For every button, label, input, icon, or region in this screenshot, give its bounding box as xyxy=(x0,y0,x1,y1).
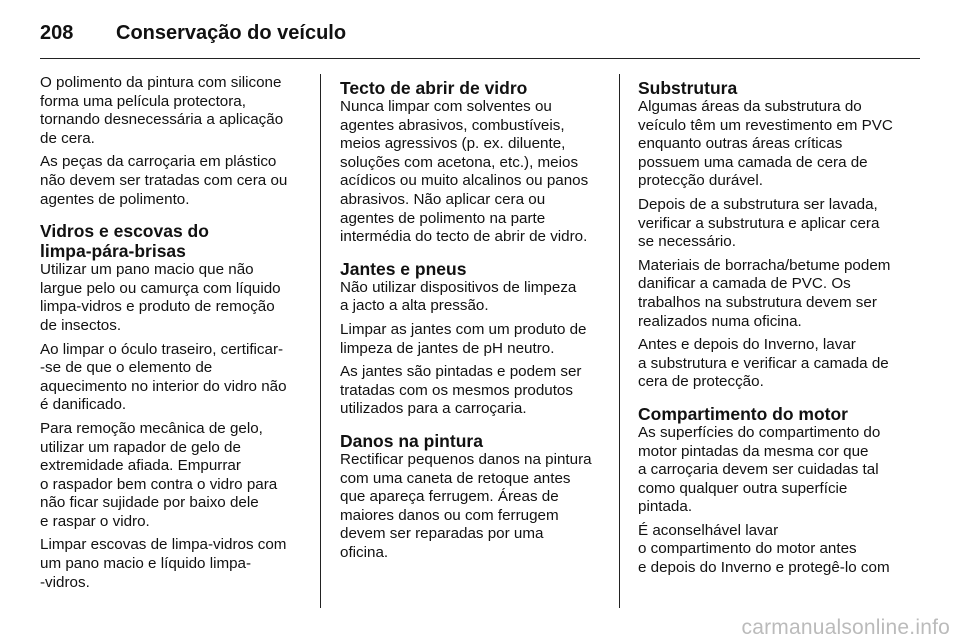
column-2 xyxy=(340,74,608,567)
text-line: Não utilizar dispositivos de limpeza xyxy=(340,278,577,296)
text-line: oficina. xyxy=(340,543,389,561)
text-line: protecção durável. xyxy=(638,172,763,190)
text-line: Danos na pintura xyxy=(340,430,483,451)
text-line: É aconselhável lavar xyxy=(638,521,779,539)
text-line: Antes e depois do Inverno, lavar xyxy=(638,336,856,354)
column-1 xyxy=(40,74,308,597)
text-line: tratadas com os mesmos produtos xyxy=(340,381,573,399)
text-line: de cera. xyxy=(40,129,95,147)
text-line: veículo têm um revestimento em PVC xyxy=(638,116,893,134)
text-line: limpeza de jantes de pH neutro. xyxy=(340,339,555,357)
paragraph xyxy=(638,257,906,331)
text-line: forma uma película protectora, xyxy=(40,92,246,110)
section-heading xyxy=(340,431,608,451)
section-heading xyxy=(340,259,608,279)
text-line: -vidros. xyxy=(40,573,90,591)
text-line: limpa-pára-brisas xyxy=(40,241,186,262)
text-line: O polimento da pintura com silicone xyxy=(40,74,282,91)
paragraph xyxy=(40,153,308,209)
text-line: limpa-vidros e produto de remoção xyxy=(40,298,275,316)
text-line: As peças da carroçaria em plástico xyxy=(40,153,277,171)
text-line: com uma caneta de retoque antes xyxy=(340,469,571,487)
text-line: se necessário. xyxy=(638,233,736,251)
column-divider-1 xyxy=(320,74,321,608)
paragraph xyxy=(638,336,906,392)
paragraph xyxy=(340,321,608,358)
text-line: largue pelo ou camurça com líquido xyxy=(40,279,281,297)
text-line: intermédia do tecto de abrir de vidro. xyxy=(340,228,588,246)
text-line: Utilizar um pano macio que não xyxy=(40,261,254,279)
text-line: Vidros e escovas do xyxy=(40,221,209,242)
paragraph xyxy=(40,341,308,415)
text-line: extremidade afiada. Empurrar xyxy=(40,457,241,475)
text-line: motor pintadas da mesma cor que xyxy=(638,442,869,460)
text-line: um pano macio e líquido limpa- xyxy=(40,555,252,573)
text-line: maiores danos ou com ferrugem xyxy=(340,506,559,524)
text-line: Algumas áreas da substrutura do xyxy=(638,98,862,115)
text-line: utilizar um rapador de gelo de xyxy=(40,438,241,456)
text-line: que apareça ferrugem. Áreas de xyxy=(340,488,559,506)
text-line: Para remoção mecânica de gelo, xyxy=(40,419,263,437)
text-line: Jantes e pneus xyxy=(340,258,467,279)
text-line: Limpar as jantes com um produto de xyxy=(340,320,587,338)
paragraph xyxy=(638,424,906,517)
text-line: Ao limpar o óculo traseiro, certificar- xyxy=(40,340,284,358)
page-header xyxy=(40,18,920,48)
text-line: meios agressivos (p. ex. diluente, xyxy=(340,135,566,153)
section-heading xyxy=(340,78,608,98)
section-heading xyxy=(638,404,906,424)
text-line: Compartimento do motor xyxy=(638,403,848,424)
text-line: verificar a substrutura e aplicar cera xyxy=(638,214,880,232)
paragraph xyxy=(40,261,308,335)
paragraph xyxy=(40,420,308,532)
text-line: como qualquer outra superfície xyxy=(638,479,848,497)
text-line: devem ser reparadas por uma xyxy=(340,525,544,543)
text-line: Depois de a substrutura ser lavada, xyxy=(638,195,878,213)
text-line: a jacto a alta pressão. xyxy=(340,297,489,315)
text-line: abrasivos. Não aplicar cera ou xyxy=(340,190,546,208)
text-line: trabalhos na substrutura devem ser xyxy=(638,293,877,311)
text-line: soluções com acetona, etc.), meios xyxy=(340,153,579,171)
text-line: Rectificar pequenos danos na pintura xyxy=(340,450,592,468)
text-line: acídicos ou muito alcalinos ou panos xyxy=(340,172,589,190)
text-line: Limpar escovas de limpa-vidros com xyxy=(40,536,287,554)
paragraph xyxy=(40,74,308,148)
section-heading xyxy=(40,221,308,261)
header-rule xyxy=(40,58,920,59)
text-line: agentes de polimento na parte xyxy=(340,209,546,227)
column-3 xyxy=(638,74,906,583)
text-line: a carroçaria devem ser cuidadas tal xyxy=(638,461,879,479)
column-divider-2 xyxy=(619,74,620,608)
text-line: o compartimento do motor antes xyxy=(638,540,857,558)
text-line: As jantes são pintadas e podem ser xyxy=(340,363,582,381)
text-line: e raspar o vidro. xyxy=(40,512,150,530)
page-title: Conservação do veículo xyxy=(116,21,347,44)
text-line: de insectos. xyxy=(40,316,122,334)
text-line: cera de protecção. xyxy=(638,373,764,391)
text-line: tornando desnecessária a aplicação xyxy=(40,111,284,129)
text-line: Substrutura xyxy=(638,78,738,98)
paragraph xyxy=(638,196,906,252)
text-line: Materiais de borracha/betume podem xyxy=(638,256,891,274)
text-line: danificar a camada de PVC. Os xyxy=(638,275,851,293)
paragraph xyxy=(340,98,608,247)
text-line: pintada. xyxy=(638,498,693,516)
text-line: é danificado. xyxy=(40,396,127,414)
page-number: 208 xyxy=(40,21,74,44)
text-line: o raspador bem contra o vidro para xyxy=(40,475,278,493)
section-heading xyxy=(638,78,906,98)
text-line: utilizados para a carroçaria. xyxy=(340,400,527,418)
text-line: As superfícies do compartimento do xyxy=(638,423,881,441)
text-line: e depois do Inverno e protegê-lo com xyxy=(638,559,890,577)
text-line: possuem uma camada de cera de xyxy=(638,153,868,171)
paragraph xyxy=(340,279,608,316)
paragraph xyxy=(40,536,308,592)
text-line: agentes abrasivos, combustíveis, xyxy=(340,116,565,134)
text-line: realizados numa oficina. xyxy=(638,312,802,330)
text-line: a substrutura e verificar a camada de xyxy=(638,354,889,372)
text-line: não ficar sujidade por baixo dele xyxy=(40,494,259,512)
text-line: enquanto outras áreas críticas xyxy=(638,135,843,153)
text-line: Tecto de abrir de vidro xyxy=(340,78,528,98)
text-line: aquecimento no interior do vidro não xyxy=(40,377,287,395)
paragraph xyxy=(638,98,906,191)
paragraph xyxy=(638,522,906,578)
text-line: não devem ser tratadas com cera ou xyxy=(40,171,288,189)
text-line: Nunca limpar com solventes ou xyxy=(340,98,552,115)
paragraph xyxy=(340,451,608,563)
text-line: -se de que o elemento de xyxy=(40,359,213,377)
watermark-text: carmanualsonline.info xyxy=(741,616,950,639)
paragraph xyxy=(340,363,608,419)
text-line: agentes de polimento. xyxy=(40,190,190,208)
